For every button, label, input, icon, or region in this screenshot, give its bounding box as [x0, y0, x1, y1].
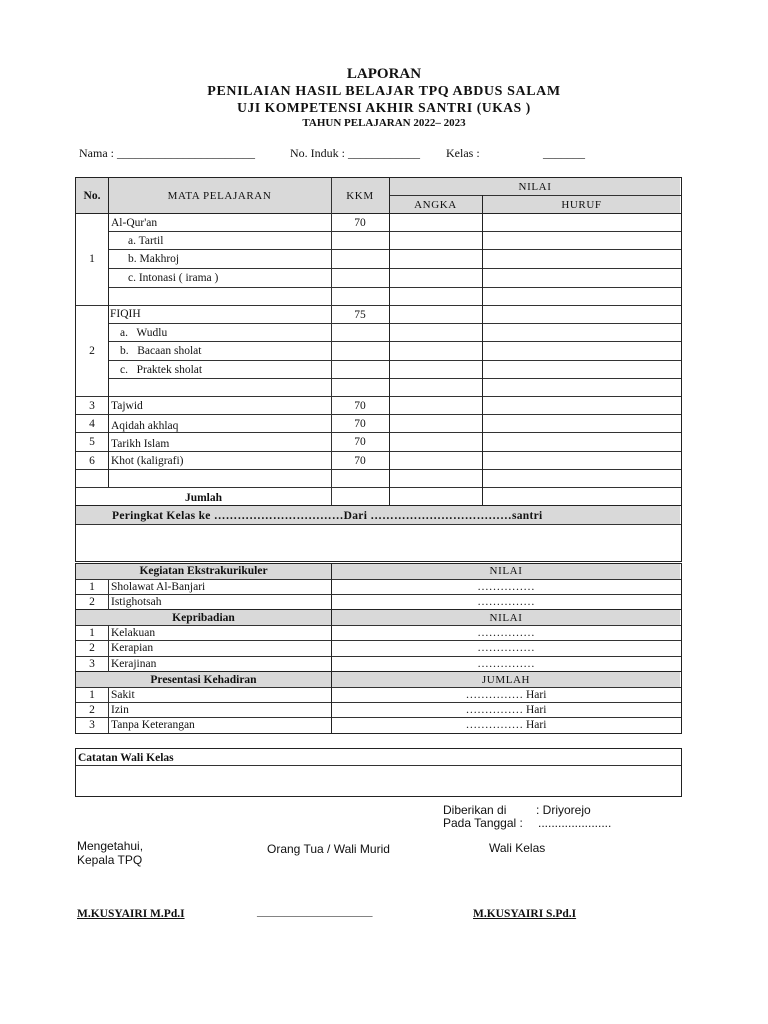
attendance-header: Presentasi Kehadiran — [150, 674, 257, 686]
row-number: 1 — [89, 689, 95, 701]
row-number: 1 — [89, 253, 95, 265]
subject-name: Aqidah akhlaq — [111, 420, 179, 432]
subject-name: Al-Qur'an — [111, 217, 158, 229]
subsubject-name: a. Wudlu — [120, 327, 168, 339]
col-angka-header: ANGKA — [414, 199, 457, 211]
personality-name: Kelakuan — [111, 627, 156, 639]
attendance-days: …………… Hari — [465, 719, 547, 731]
row-number: 3 — [89, 400, 95, 412]
attendance-name: Sakit — [111, 689, 135, 701]
student-id-field: No. Induk : ____________ — [290, 146, 420, 160]
homeroom-teacher-label: Wali Kelas — [489, 841, 546, 855]
row-number: 6 — [89, 455, 95, 467]
subsubject-name: c. Praktek sholat — [120, 364, 203, 376]
personality-header: Kepribadian — [172, 612, 235, 624]
parent-signature-line: _____________________ — [257, 906, 373, 918]
subject-name: Tarikh Islam — [111, 438, 170, 450]
subject-name: Tajwid — [111, 400, 143, 412]
attendance-name: Izin — [111, 704, 129, 716]
personality-score-header: NILAI — [489, 612, 523, 624]
teacher-notes-label: Catatan Wali Kelas — [78, 752, 174, 764]
row-number: 2 — [89, 642, 95, 654]
issued-date-value: ...................... — [538, 816, 612, 830]
subject-name: FIQIH — [110, 308, 141, 320]
report-title: LAPORAN — [346, 66, 422, 82]
row-number: 5 — [89, 436, 95, 448]
kkm-value: 70 — [354, 217, 366, 229]
issued-at-value: : Driyorejo — [536, 803, 591, 817]
kkm-value: 75 — [354, 309, 366, 321]
extracurricular-score-header: NILAI — [489, 565, 523, 577]
personality-score: …………… — [477, 642, 535, 654]
extracurricular-score: …………… — [477, 581, 535, 593]
attendance-days: …………… Hari — [465, 704, 547, 716]
personality-name: Kerapian — [111, 642, 154, 654]
personality-name: Kerajinan — [111, 658, 157, 670]
student-name-field: Nama : _______________________ — [79, 146, 255, 160]
extracurricular-name: Sholawat Al-Banjari — [111, 581, 206, 593]
extracurricular-name: Istighotsah — [111, 596, 162, 608]
col-nilai-header: NILAI — [518, 181, 552, 193]
head-of-tpq-label: Kepala TPQ — [77, 853, 143, 867]
row-number: 3 — [89, 658, 95, 670]
report-subtitle-ukas: UJI KOMPETENSI AKHIR SANTRI (UKAS ) — [237, 100, 531, 115]
subsubject-name: b. Bacaan sholat — [120, 345, 202, 357]
row-number: 2 — [89, 704, 95, 716]
teacher-signature-name: M.KUSYAIRI S.Pd.I — [473, 908, 577, 920]
issued-date-label: Pada Tanggal : — [443, 816, 523, 830]
row-number: 2 — [89, 596, 95, 608]
row-number: 1 — [89, 627, 95, 639]
personality-score: …………… — [477, 627, 535, 639]
extracurricular-score: …………… — [477, 596, 535, 608]
col-subject-header: MATA PELAJARAN — [167, 190, 272, 202]
attendance-days: …………… Hari — [465, 689, 547, 701]
parent-label: Orang Tua / Wali Murid — [267, 842, 390, 856]
row-number: 2 — [89, 345, 95, 357]
head-signature-name: M.KUSYAIRI M.Pd.I — [77, 908, 185, 920]
total-label: Jumlah — [184, 492, 223, 504]
subject-name: Khot (kaligrafi) — [111, 455, 184, 467]
class-rank-line: Peringkat Kelas ke ……………………………Dari ………………………………santri — [112, 510, 543, 522]
academic-year: TAHUN PELAJARAN 2022– 2023 — [302, 117, 466, 129]
subsubject-name: c. Intonasi ( irama ) — [128, 272, 219, 284]
col-no-header: No. — [83, 190, 101, 202]
personality-score: …………… — [477, 658, 535, 670]
acknowledged-label: Mengetahui, — [77, 839, 144, 853]
class-label: Kelas : — [446, 146, 480, 160]
kkm-value: 70 — [354, 418, 366, 430]
subsubject-name: b. Makhroj — [128, 253, 180, 265]
class-field: _______ — [543, 146, 585, 160]
issued-at-label: Diberikan di — [443, 803, 507, 817]
row-number: 4 — [89, 418, 95, 430]
attendance-name: Tanpa Keterangan — [111, 719, 195, 731]
kkm-value: 70 — [354, 400, 366, 412]
col-huruf-header: HURUF — [561, 199, 602, 211]
col-kkm-header: KKM — [346, 190, 374, 202]
report-subtitle: PENILAIAN HASIL BELAJAR TPQ ABDUS SALAM — [207, 84, 561, 99]
row-number: 3 — [89, 719, 95, 731]
kkm-value: 70 — [354, 455, 366, 467]
extracurricular-header: Kegiatan Ekstrakurikuler — [139, 565, 268, 577]
subsubject-name: a. Tartil — [128, 235, 164, 247]
attendance-total-header: JUMLAH — [481, 674, 531, 686]
row-number: 1 — [89, 581, 95, 593]
kkm-value: 70 — [354, 436, 366, 448]
